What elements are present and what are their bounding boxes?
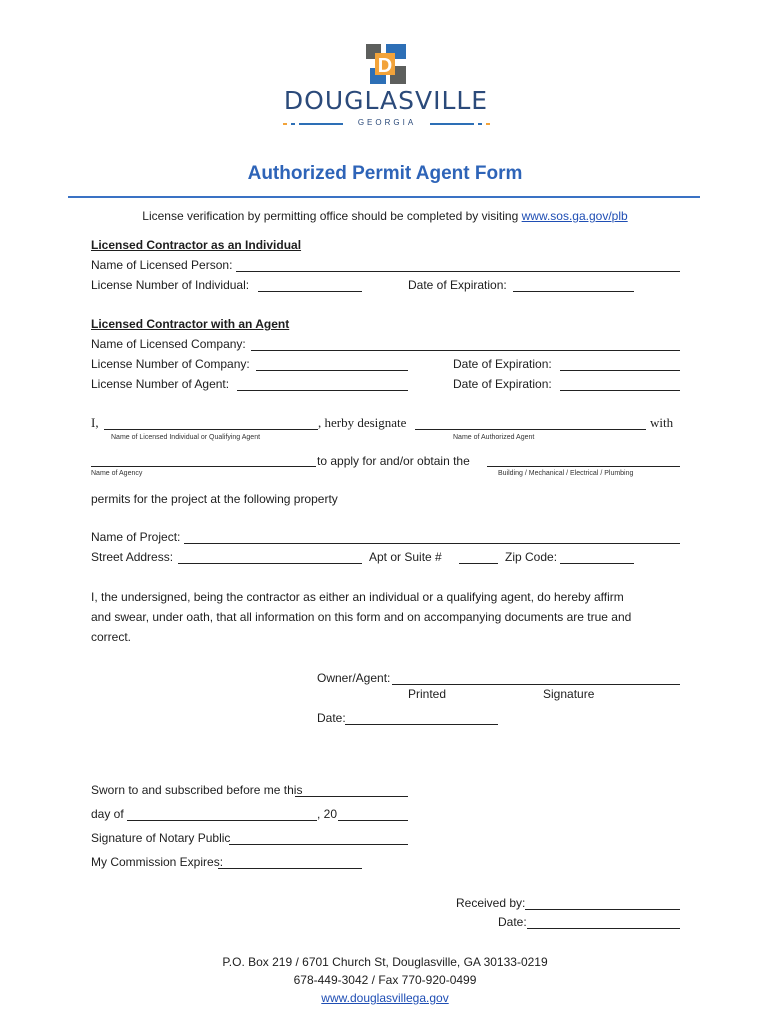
affirm-line-1: I, the undersigned, being the contractor as either an individual or a qualifying agent, do hereby affirm (91, 590, 624, 604)
trade-field[interactable] (487, 466, 680, 467)
footer-website-link[interactable]: www.douglasvillega.gov (321, 991, 449, 1005)
authorized-agent-field[interactable] (415, 429, 646, 430)
agent-exp-field[interactable] (560, 390, 680, 391)
caption-licensed-individual: Name of Licensed Individual or Qualifying Agent (111, 434, 261, 441)
zip-field[interactable] (560, 563, 634, 564)
permits-text: permits for the project at the following property (91, 492, 338, 506)
street-address-label: Street Address: (91, 550, 174, 564)
designation-with: with (650, 415, 674, 430)
year-label: , 20 (317, 807, 338, 821)
project-name-label: Name of Project: (91, 530, 181, 544)
affirm-line-3: correct. (91, 630, 132, 644)
company-exp-field[interactable] (560, 370, 680, 371)
day-of-label: day of (91, 807, 124, 821)
designation-i: I, (91, 415, 99, 430)
logo-mark (366, 44, 406, 84)
title-rule (68, 196, 700, 198)
printed-caption: Printed (408, 687, 447, 701)
notary-signature-label: Signature of Notary Public (91, 831, 231, 845)
individual-license-field[interactable] (258, 291, 362, 292)
signature-caption: Signature (543, 687, 595, 701)
sworn-text: Sworn to and subscribed before me this (91, 783, 303, 797)
individual-license-label: License Number of Individual: (91, 278, 250, 292)
caption-trades: Building / Mechanical / Electrical / Plumbing (498, 470, 634, 477)
designation-herby: , herby designate (318, 415, 407, 430)
sworn-day-field[interactable] (295, 796, 408, 797)
logo-wordmark: DOUGLASVILLE (283, 86, 489, 115)
owner-agent-label: Owner/Agent: (317, 671, 391, 685)
company-exp-label: Date of Expiration: (453, 357, 552, 371)
received-date-label: Date: (498, 915, 527, 929)
apt-label: Apt or Suite # (369, 550, 442, 564)
logo-subtitle: GEORGIA (357, 118, 417, 127)
agency-field[interactable] (91, 466, 316, 467)
company-license-label: License Number of Company: (91, 357, 250, 371)
apply-text: to apply for and/or obtain the (317, 454, 470, 468)
caption-authorized-agent: Name of Authorized Agent (453, 434, 535, 441)
received-date-field[interactable] (527, 928, 680, 929)
sos-link[interactable]: www.sos.ga.gov/plb (521, 209, 628, 223)
commission-field[interactable] (218, 868, 362, 869)
owner-date-label: Date: (317, 711, 346, 725)
verification-line (0, 209, 770, 223)
agent-exp-label: Date of Expiration: (453, 377, 552, 391)
year-field[interactable] (338, 820, 408, 821)
month-field[interactable] (127, 820, 317, 821)
licensed-person-label: Name of Licensed Person: (91, 258, 233, 272)
footer-website-wrap (0, 991, 770, 1005)
form-title: Authorized Permit Agent Form (247, 163, 523, 184)
received-by-label: Received by: (456, 896, 526, 910)
licensed-person-field[interactable] (236, 271, 680, 272)
city-logo (366, 44, 406, 84)
company-name-field[interactable] (251, 350, 680, 351)
agent-license-field[interactable] (237, 390, 408, 391)
notary-signature-field[interactable] (229, 844, 408, 845)
owner-agent-field[interactable] (392, 684, 680, 685)
individual-exp-label: Date of Expiration: (408, 278, 507, 292)
company-license-field[interactable] (256, 370, 408, 371)
agent-license-label: License Number of Agent: (91, 377, 230, 391)
logo-divider-left (283, 123, 343, 125)
street-address-field[interactable] (178, 563, 362, 564)
zip-label: Zip Code: (505, 550, 558, 564)
caption-agency: Name of Agency (91, 470, 143, 477)
footer-phone: 678-449-3042 / Fax 770-920-0499 (293, 973, 477, 987)
svg-text:D: D (377, 55, 393, 77)
apt-field[interactable] (459, 563, 498, 564)
owner-date-field[interactable] (345, 724, 498, 725)
company-name-label: Name of Licensed Company: (91, 337, 246, 351)
affirm-line-2: and swear, under oath, that all information on this form and on accompanying documents are true and (91, 610, 632, 624)
footer-address: P.O. Box 219 / 6701 Church St, Douglasville, GA 30133-0219 (222, 955, 548, 969)
project-name-field[interactable] (184, 543, 680, 544)
individual-heading: Licensed Contractor as an Individual (91, 238, 302, 252)
received-by-field[interactable] (525, 909, 680, 910)
verification-text: License verification by permitting office should be completed by visiting (142, 209, 519, 223)
licensed-individual-field[interactable] (104, 429, 318, 430)
individual-exp-field[interactable] (513, 291, 634, 292)
logo-divider-right (430, 123, 490, 125)
agent-heading: Licensed Contractor with an Agent (91, 317, 290, 331)
commission-label: My Commission Expires: (91, 855, 224, 869)
